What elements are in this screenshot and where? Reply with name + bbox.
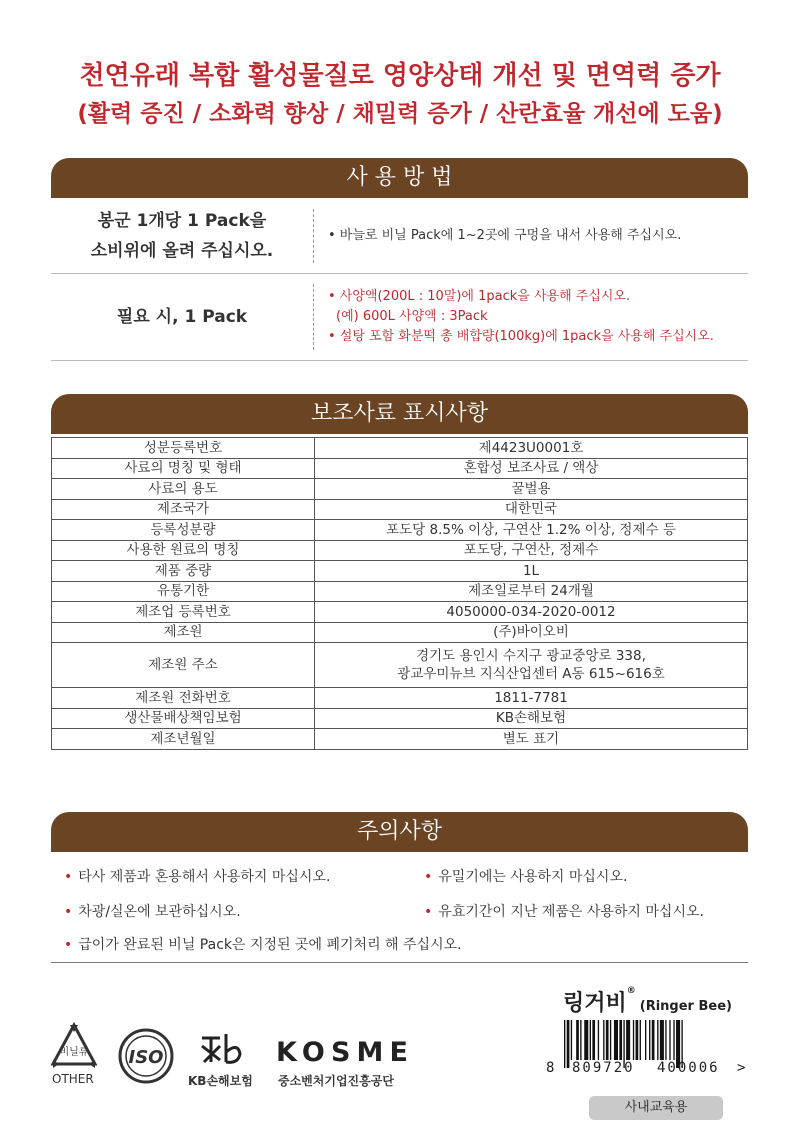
caution-text: 유밀기에는 사용하지 마십시오.	[438, 869, 628, 885]
table-row	[52, 688, 748, 709]
table-value	[315, 643, 748, 688]
table-key: 제조원 주소	[52, 643, 315, 688]
table-value: KB손해보험	[315, 708, 748, 729]
table-row	[52, 479, 748, 500]
iso-icon	[118, 1028, 174, 1084]
table-row	[52, 438, 748, 459]
usage-condition-line: 필요 시, 1 Pack	[116, 307, 248, 327]
caution-text: 유효기간이 지난 제품은 사용하지 마십시오.	[438, 904, 704, 920]
barcode-bar	[633, 1020, 634, 1060]
table-row	[52, 622, 748, 643]
table-value: 포도당, 구연산, 정제수	[315, 540, 748, 561]
table-value: 꿀벌용	[315, 479, 748, 500]
internal-use-badge: 사내교육용	[589, 1096, 723, 1120]
headline-sub: (활력 증진 / 소화력 향상 / 채밀력 증가 / 산란효율 개선에 도움)	[77, 101, 723, 127]
table-value: (주)바이오비	[315, 622, 748, 643]
barcode-bar	[660, 1020, 664, 1060]
usage-instructions	[314, 274, 748, 360]
recycle-icon	[50, 1022, 98, 1070]
usage-section-title: 사 용 방 법	[51, 158, 748, 198]
table-row	[52, 708, 748, 729]
barcode-bar	[636, 1020, 639, 1060]
brand-korean: 링거비	[563, 991, 627, 1016]
table-key: 제조원 전화번호	[52, 688, 315, 709]
usage-row	[51, 199, 748, 274]
usage-instruction-line: • 사양액(200L : 10말)에 1pack을 사용해 주십시오.	[328, 289, 631, 304]
barcode-bar	[584, 1020, 588, 1060]
address-line: 광교우미뉴브 지식산업센터 A동 615~616호	[397, 666, 665, 682]
table-row	[52, 458, 748, 479]
table-row	[52, 520, 748, 541]
kosme-text: KOSME	[276, 1037, 408, 1066]
usage-instruction-line: (예) 600L 사양액 : 3Pack	[336, 309, 488, 324]
barcode-bar	[592, 1020, 595, 1060]
barcode-bar	[673, 1020, 674, 1060]
barcode-digit: 8	[546, 1060, 555, 1076]
table-row	[52, 729, 748, 750]
usage-condition	[51, 199, 313, 273]
barcode-bar	[645, 1020, 646, 1060]
barcode-bar	[598, 1020, 599, 1060]
caution-section-title: 주의사항	[51, 812, 748, 852]
barcode-bar	[657, 1020, 658, 1060]
barcode-bar	[619, 1020, 622, 1060]
caution-text: 타사 제품과 혼용해서 사용하지 마십시오.	[78, 869, 331, 885]
table-key: 사료의 용도	[52, 479, 315, 500]
table-key: 성분등록번호	[52, 438, 315, 459]
recycle-material-text: 비닐류	[59, 1047, 89, 1058]
table-row	[52, 581, 748, 602]
caution-text: 급이가 완료된 비닐 Pack은 지정된 곳에 폐기처리 해 주십시오.	[78, 937, 462, 953]
barcode-digits-left: 809720	[572, 1060, 635, 1076]
table-value: 별도 표기	[315, 729, 748, 750]
usage-section	[51, 199, 748, 361]
table-key: 유통기한	[52, 581, 315, 602]
caution-divider	[51, 962, 748, 963]
table-value: 제4423U0001호	[315, 438, 748, 459]
usage-instruction-line: • 바늘로 비닐 Pack에 1~2곳에 구멍을 내서 사용해 주십시오.	[328, 228, 682, 243]
table-value: 1811-7781	[315, 688, 748, 709]
barcode-bar	[603, 1020, 604, 1060]
usage-condition-line: 봉군 1개당 1 Pack을	[97, 211, 267, 231]
caution-item: • 유효기간이 지난 제품은 사용하지 마십시오.	[424, 904, 704, 920]
table-row	[52, 540, 748, 561]
caution-item: • 유밀기에는 사용하지 마십시오.	[424, 869, 628, 885]
barcode-bar	[649, 1020, 650, 1060]
barcode-bar	[571, 1020, 572, 1060]
table-value: 대한민국	[315, 499, 748, 520]
barcode-bar	[665, 1020, 666, 1060]
barcode-bar	[580, 1020, 581, 1060]
iso-text: ISO	[128, 1047, 164, 1068]
table-key: 제조국가	[52, 499, 315, 520]
barcode-bar	[669, 1020, 670, 1060]
table-key: 제조원	[52, 622, 315, 643]
caution-item: • 차광/실온에 보관하십시오.	[64, 904, 241, 920]
table-row	[52, 561, 748, 582]
usage-instructions	[314, 199, 748, 273]
barcode-bar	[626, 1020, 630, 1060]
address-line: 경기도 용인시 수지구 광교중앙로 338,	[416, 648, 646, 664]
table-key: 제품 중량	[52, 561, 315, 582]
barcode-bar	[610, 1020, 611, 1060]
barcode-bar	[576, 1020, 579, 1060]
headline-main: 천연유래 복합 활성물질로 영양상태 개선 및 면역력 증가	[79, 61, 721, 91]
table-key: 제조업 등록번호	[52, 602, 315, 623]
usage-condition	[51, 274, 313, 360]
barcode-bar	[567, 1020, 570, 1068]
barcode-bar	[606, 1020, 609, 1060]
kosme-logo	[276, 1036, 411, 1066]
table-key: 사료의 명칭 및 형태	[52, 458, 315, 479]
feed-info-table	[51, 437, 748, 750]
table-key: 제조년월일	[52, 729, 315, 750]
recycle-label: OTHER	[52, 1072, 94, 1086]
table-value: 포도당 8.5% 이상, 구연산 1.2% 이상, 정제수 등	[315, 520, 748, 541]
barcode-bar	[652, 1020, 655, 1060]
table-row	[52, 643, 748, 688]
table-value: 4050000-034-2020-0012	[315, 602, 748, 623]
barcode-bar	[564, 1020, 565, 1068]
kb-label: KB손해보험	[188, 1074, 253, 1088]
usage-condition-line: 소비위에 올려 주십시오.	[90, 241, 274, 261]
barcode-arrow: >	[737, 1060, 746, 1076]
caution-text: 차광/실온에 보관하십시오.	[78, 904, 241, 920]
table-key: 등록성분량	[52, 520, 315, 541]
kosme-label: 중소벤처기업진흥공단	[278, 1074, 394, 1088]
info-section-title: 보조사료 표시사항	[51, 394, 748, 434]
registered-mark: ®	[626, 986, 636, 996]
barcode-bar	[640, 1020, 641, 1060]
table-row	[52, 602, 748, 623]
barcode-digits-right: 400006	[657, 1060, 720, 1076]
table-row	[52, 499, 748, 520]
brand-english: (Ringer Bee)	[639, 999, 732, 1014]
table-key: 생산물배상책임보험	[52, 708, 315, 729]
usage-row	[51, 274, 748, 361]
barcode-bar	[590, 1020, 591, 1060]
caution-item: • 급이가 완료된 비닐 Pack은 지정된 곳에 폐기처리 해 주십시오.	[64, 937, 462, 953]
table-value: 제조일로부터 24개월	[315, 581, 748, 602]
usage-instruction-line: • 설탕 포함 화분떡 총 배합량(100kg)에 1pack을 사용해 주십시오.	[328, 329, 714, 344]
table-key: 사용한 원료의 명칭	[52, 540, 315, 561]
barcode-bar	[614, 1020, 618, 1060]
table-value: 1L	[315, 561, 748, 582]
caution-item: • 타사 제품과 혼용해서 사용하지 마십시오.	[64, 869, 331, 885]
brand-name	[563, 986, 732, 1017]
table-value: 혼합성 보조사료 / 액상	[315, 458, 748, 479]
kb-logo-icon	[198, 1032, 244, 1066]
